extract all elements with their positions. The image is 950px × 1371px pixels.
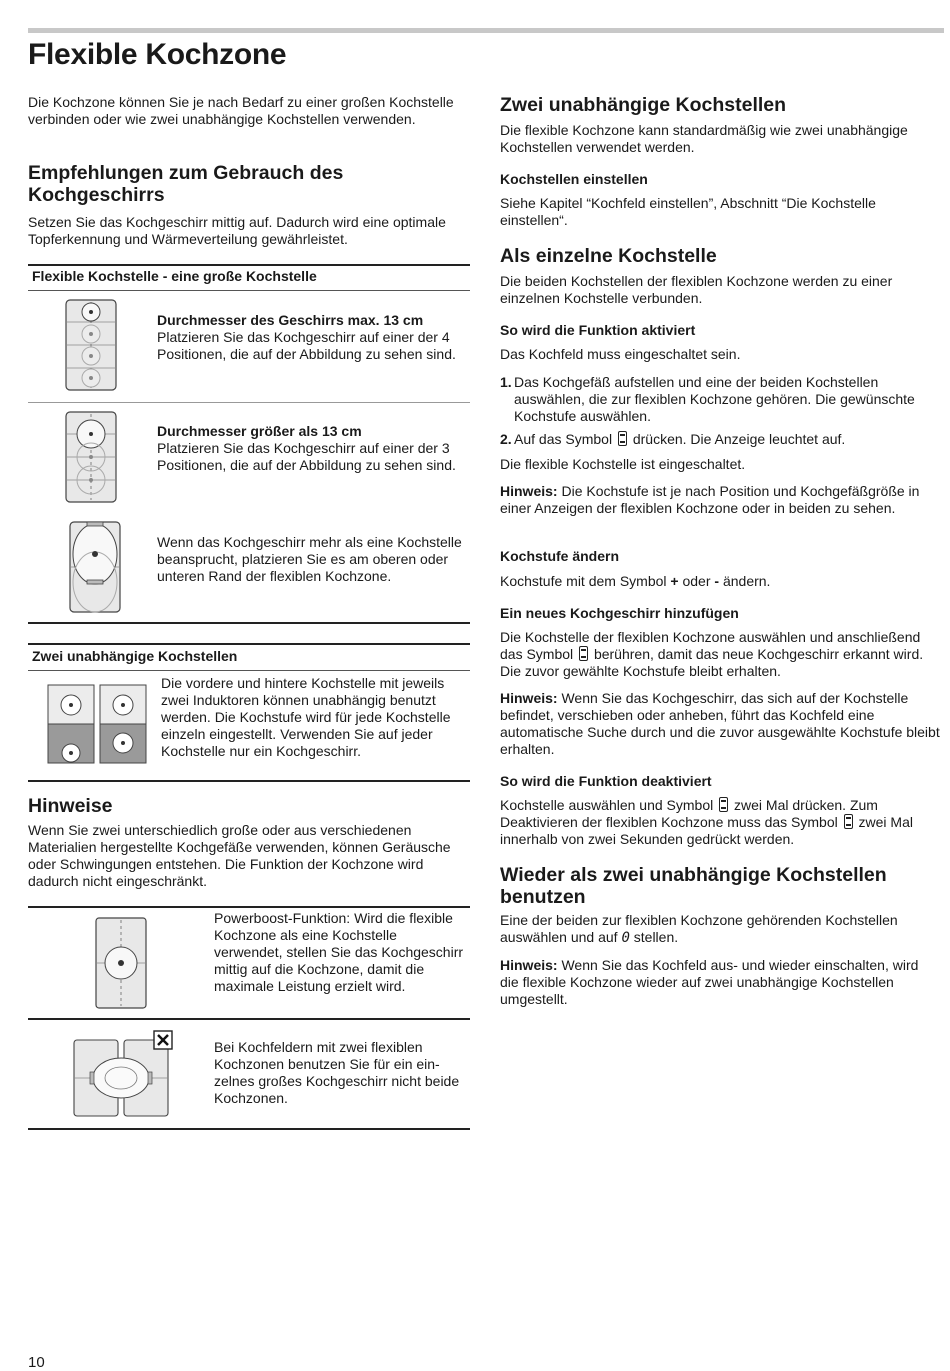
step1-number: 1. — [500, 374, 512, 390]
hinweise-heading: Hinweise — [28, 795, 113, 817]
single-zone-text: Die beiden Kochstellen der flexiblen Kochzone werden zu einer einzelnen Kochstelle verbunden. — [500, 273, 893, 306]
flex-zone-large-pots-illustration — [64, 410, 120, 506]
add-cookware-text-a: Die Kochstelle der flexiblen Kochzone auswählen und anschließend das Symbol — [500, 629, 921, 662]
header-bar — [28, 28, 944, 33]
flex-zone-small-pots-illustration — [64, 298, 120, 394]
deactivate-text — [500, 797, 940, 848]
active-text: Die flexible Kochstelle ist eingeschaltet. — [500, 456, 746, 472]
revert-text-a: Eine der beiden zur flexiblen Kochzone gehörenden Kochstellen auswählen und auf — [500, 912, 898, 945]
independent-zones-heading: Zwei unabhängige Kochstellen — [500, 94, 787, 116]
flex-symbol-icon — [719, 797, 728, 812]
flex-symbol-icon — [579, 646, 588, 661]
flex-symbol-icon — [844, 814, 853, 829]
hinweise-text: Wenn Sie zwei unterschiedlich große oder aus verschiedenen Materialien hergestellte Kochgefäße verwenden, können Geräusche oder Schwingungen entstehen. Die Funktion der Kochzone wird dadurch nicht eingeschränkt. — [28, 822, 451, 889]
deactivate-text-a: Kochstelle auswählen und Symbol — [500, 797, 714, 813]
intro-text: Die Kochzone können Sie je nach Bedarf zu einer großen Kochstelle verbinden oder wie zwei unabhängige Kochstellen verwenden. — [28, 94, 454, 127]
table1-row1 — [157, 312, 467, 363]
table1-header: Flexible Kochstelle - eine große Kochstelle — [32, 268, 317, 284]
recommend-heading: Empfehlungen zum Gebrauch des Kochgeschirrs — [28, 162, 344, 206]
page-title: Flexible Kochzone — [28, 38, 287, 71]
hint2-text: Wenn Sie das Kochgeschirr, das sich auf der Kochstelle befindet, verschieben oder anheben, führt das Kochfeld eine automatische Suche durch und die zuvor ausgewählte Kochstufe bleibt erhalten. — [500, 690, 940, 757]
table1-row2 — [157, 423, 467, 474]
table3-row2-text: Bei Kochfeldern mit zwei flexiblen Kochzonen benutzen Sie für ein einzelnes großes Kochgeschirr nicht beide Kochzonen. — [214, 1039, 460, 1106]
two-independent-zones-illustration — [46, 683, 170, 765]
revert-text — [500, 912, 940, 947]
table1-row3-text: Wenn das Kochgeschirr mehr als eine Kochstelle beansprucht, platzieren Sie es am oberen oder unteren Rand der flexiblen Kochzone. — [157, 534, 462, 584]
change-level-text-b: oder — [682, 573, 711, 589]
table3-row1-text: Powerboost-Funktion: Wird die flexible Kochzone als eine Kochstelle verwendet, stellen Sie das Kochgeschirr mittig auf die Kochzone, damit die maximale Leistung erzielt wird. — [214, 910, 464, 994]
zero-level-icon: 0 — [621, 930, 630, 946]
independent-zones-text: Die flexible Kochzone kann standardmäßig wie zwei unabhängige Kochstellen verwendet werden. — [500, 122, 908, 155]
step1-text: Das Kochgefäß aufstellen und eine der beiden Kochstellen auswählen, die zur flexiblen Kochzone gehören. Die gewünschte Kochstufe auswählen. — [514, 374, 915, 424]
set-zones-subheading: Kochstellen einstellen — [500, 171, 648, 187]
table1-row2-title: Durchmesser größer als 13 cm — [157, 423, 362, 439]
activate-text: Das Kochfeld muss eingeschaltet sein. — [500, 346, 741, 362]
revert-text-b: stellen. — [633, 929, 679, 945]
table-rule — [28, 780, 470, 782]
two-flex-zones-prohibited-illustration — [70, 1030, 176, 1120]
table-rule — [28, 622, 470, 624]
hint-label: Hinweis: — [500, 690, 558, 706]
powerboost-centered-pot-illustration — [94, 916, 150, 1012]
table2-header: Zwei unabhängige Kochstellen — [32, 648, 238, 664]
table1-row1-title: Durchmesser des Geschirrs max. 13 cm — [157, 312, 424, 328]
activate-subheading: So wird die Funktion aktiviert — [500, 322, 696, 338]
page-number: 10 — [28, 1354, 45, 1371]
add-cookware-text-b: berühren, damit das neue Kochgeschirr erkannt wird. Die zuvor gewählte Kochstufe bleibt erhalten. — [500, 646, 924, 679]
table-rule — [28, 643, 470, 645]
table1-row2-text: Platzieren Sie das Kochgeschirr auf einer der 3 Positionen, die auf der Abbildung zu sehen sind. — [157, 440, 456, 473]
table-rule — [28, 264, 470, 266]
hint1-text: Die Kochstufe ist je nach Position und Kochgefäßgröße in einer Anzeigen der flexiblen Kochzone oder in beiden zu sehen. — [500, 483, 920, 516]
deactivate-text-c: zwei Mal innerhalb von zwei Sekunden gedrückt werden. — [500, 814, 913, 847]
minus-icon: - — [714, 573, 720, 589]
set-zones-text: Siehe Kapitel “Kochfeld einstellen”, Abschnitt “Die Kochstelle einstellen“. — [500, 195, 876, 228]
recommend-text: Setzen Sie das Kochgeschirr mittig auf. Dadurch wird eine optimale Topferkennung und Wärmeverteilung gewährleistet. — [28, 214, 446, 247]
change-level-subheading: Kochstufe ändern — [500, 548, 620, 564]
change-level-text-a: Kochstufe mit dem Symbol — [500, 573, 667, 589]
table-rule — [28, 1128, 470, 1130]
hint-label: Hinweis: — [500, 957, 558, 973]
step2-number: 2. — [500, 431, 512, 447]
hint3 — [500, 957, 940, 1008]
single-zone-heading: Als einzelne Kochstelle — [500, 245, 717, 267]
deactivate-subheading: So wird die Funktion deaktiviert — [500, 773, 712, 789]
table-rule — [28, 1018, 470, 1020]
table-rule — [28, 290, 470, 291]
add-cookware-subheading: Ein neues Kochgeschirr hinzufügen — [500, 605, 739, 621]
flex-zone-oval-pot-illustration — [64, 520, 130, 616]
plus-icon: + — [670, 573, 679, 589]
table2-text: Die vordere und hintere Kochstelle mit jeweils zwei Induktoren können unabhängig benutzt werden. Die Kochstufe wird für jede Kochstelle einzeln eingestellt. Verwenden Sie auf jeder Kochstelle nur ein Kochgeschirr. — [161, 675, 451, 759]
table-rule — [28, 670, 470, 671]
hint1 — [500, 483, 940, 517]
change-level-text-c: ändern. — [722, 573, 771, 589]
hint3-text: Wenn Sie das Kochfeld aus- und wieder einschalten, wird die flexible Kochzone wieder auf zwei unabhängige Kochstellen umgestellt. — [500, 957, 919, 1007]
table1-row1-text: Platzieren Sie das Kochgeschirr auf einer der 4 Positionen, die auf der Abbildung zu sehen sind. — [157, 329, 456, 362]
step2-text — [514, 431, 939, 448]
hint2 — [500, 690, 940, 758]
table-rule — [28, 402, 470, 403]
deactivate-text-b: zwei Mal drücken. Zum Deaktivieren der flexiblen Kochzone muss das Symbol — [500, 797, 878, 830]
revert-heading: Wieder als zwei unabhängige Kochstellen benutzen — [500, 864, 887, 908]
step2-text-b: drücken. Die Anzeige leuchtet auf. — [632, 431, 846, 447]
table-rule — [28, 906, 470, 908]
step2-text-a: Auf das Symbol — [514, 431, 613, 447]
flex-symbol-icon — [618, 431, 627, 446]
add-cookware-text — [500, 629, 942, 680]
hint-label: Hinweis: — [500, 483, 558, 499]
change-level-text — [500, 573, 940, 590]
